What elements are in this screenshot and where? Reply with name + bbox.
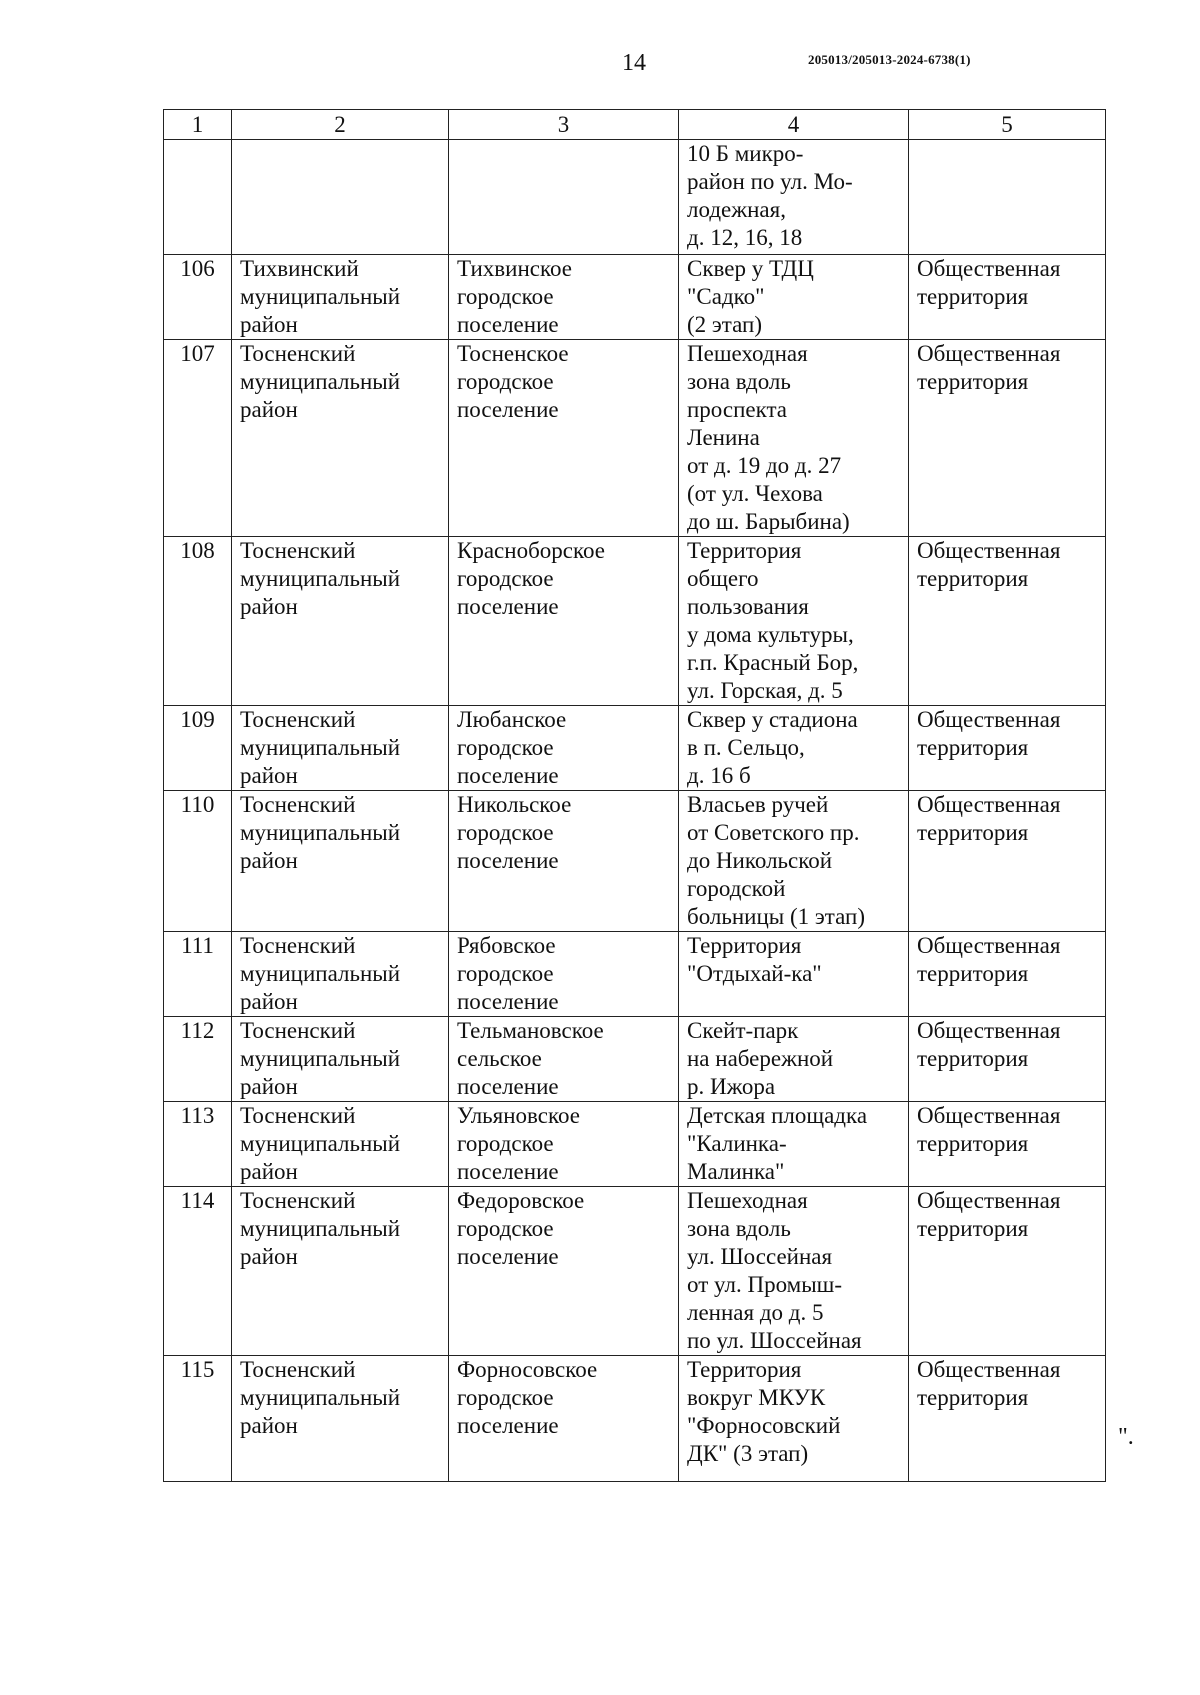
- object-name-cell: Пешеходная зона вдоль проспекта Ленина от д. 19 до д. 27 (от ул. Чехова до ш. Барыбина): [679, 340, 909, 537]
- district-cell: Тосненский муниципальный район: [232, 537, 449, 706]
- column-header-5: 5: [909, 110, 1106, 140]
- object-name-cell: Детская площадка "Калинка- Малинка": [679, 1102, 909, 1187]
- table-row: [164, 140, 1106, 255]
- territory-type-cell: Общественная территория: [909, 706, 1106, 791]
- territory-type-cell: Общественная территория: [909, 340, 1106, 537]
- territory-type-cell: Общественная территория: [909, 1356, 1106, 1482]
- object-name-cell: Территория вокруг МКУК "Форносовский ДК" (3 этап): [679, 1356, 909, 1482]
- territory-type-cell: Общественная территория: [909, 1187, 1106, 1356]
- table-row: [164, 932, 1106, 1017]
- object-name-cell: Пешеходная зона вдоль ул. Шоссейная от ул. Промыш- ленная до д. 5 по ул. Шоссейная: [679, 1187, 909, 1356]
- settlement-cell: Никольское городское поселение: [449, 791, 679, 932]
- closing-quote-mark: ".: [1118, 1424, 1134, 1450]
- row-number-cell: 115: [164, 1356, 232, 1482]
- territory-type-cell: Общественная территория: [909, 932, 1106, 1017]
- settlement-cell: Тихвинское городское поселение: [449, 255, 679, 340]
- table-row: [164, 1187, 1106, 1356]
- column-header-3: 3: [449, 110, 679, 140]
- column-header-4: 4: [679, 110, 909, 140]
- district-cell: Тосненский муниципальный район: [232, 1187, 449, 1356]
- object-name-cell: Сквер у стадиона в п. Сельцо, д. 16 б: [679, 706, 909, 791]
- table-row: [164, 255, 1106, 340]
- settlement-cell: Ульяновское городское поселение: [449, 1102, 679, 1187]
- column-header-2: 2: [232, 110, 449, 140]
- row-number-cell: 109: [164, 706, 232, 791]
- document-id: 205013/205013-2024-6738(1): [808, 52, 971, 67]
- row-number-cell: 108: [164, 537, 232, 706]
- row-number-cell: 106: [164, 255, 232, 340]
- territory-type-cell: Общественная территория: [909, 255, 1106, 340]
- territory-type-cell: Общественная территория: [909, 537, 1106, 706]
- row-number-cell: 114: [164, 1187, 232, 1356]
- row-number-cell: 110: [164, 791, 232, 932]
- table-row: [164, 1102, 1106, 1187]
- table-row: [164, 340, 1106, 537]
- district-cell: Тосненский муниципальный район: [232, 1356, 449, 1482]
- row-number-cell: [164, 140, 232, 255]
- table-row: [164, 1017, 1106, 1102]
- territory-type-cell: [909, 140, 1106, 255]
- territory-type-cell: Общественная территория: [909, 791, 1106, 932]
- column-header-1: 1: [164, 110, 232, 140]
- district-cell: Тосненский муниципальный район: [232, 1102, 449, 1187]
- object-name-cell: Территория общего пользования у дома культуры, г.п. Красный Бор, ул. Горская, д. 5: [679, 537, 909, 706]
- table-row: [164, 706, 1106, 791]
- settlement-cell: Любанское городское поселение: [449, 706, 679, 791]
- settlement-cell: Красноборское городское поселение: [449, 537, 679, 706]
- object-name-cell: Скейт-парк на набережной р. Ижора: [679, 1017, 909, 1102]
- territory-type-cell: Общественная территория: [909, 1102, 1106, 1187]
- settlement-cell: Тосненское городское поселение: [449, 340, 679, 537]
- settlement-cell: Форносовское городское поселение: [449, 1356, 679, 1482]
- row-number-cell: 112: [164, 1017, 232, 1102]
- district-cell: Тосненский муниципальный район: [232, 706, 449, 791]
- object-name-cell: Территория "Отдыхай-ка": [679, 932, 909, 1017]
- territory-type-cell: Общественная территория: [909, 1017, 1106, 1102]
- table-row: [164, 537, 1106, 706]
- object-name-cell: 10 Б микро- район по ул. Мо- лодежная, д. 12, 16, 18: [679, 140, 909, 255]
- row-number-cell: 113: [164, 1102, 232, 1187]
- settlement-cell: [449, 140, 679, 255]
- district-cell: Тосненский муниципальный район: [232, 791, 449, 932]
- registry-table: [163, 109, 1106, 1482]
- table-header-row: [164, 110, 1106, 140]
- district-cell: Тихвинский муниципальный район: [232, 255, 449, 340]
- row-number-cell: 107: [164, 340, 232, 537]
- district-cell: Тосненский муниципальный район: [232, 932, 449, 1017]
- table-row: [164, 791, 1106, 932]
- settlement-cell: Федоровское городское поселение: [449, 1187, 679, 1356]
- district-cell: Тосненский муниципальный район: [232, 1017, 449, 1102]
- settlement-cell: Тельмановское сельское поселение: [449, 1017, 679, 1102]
- page-number: 14: [622, 50, 646, 76]
- object-name-cell: Власьев ручей от Советского пр. до Никольской городской больницы (1 этап): [679, 791, 909, 932]
- settlement-cell: Рябовское городское поселение: [449, 932, 679, 1017]
- table-row: [164, 1356, 1106, 1482]
- row-number-cell: 111: [164, 932, 232, 1017]
- district-cell: [232, 140, 449, 255]
- district-cell: Тосненский муниципальный район: [232, 340, 449, 537]
- object-name-cell: Сквер у ТДЦ "Садко" (2 этап): [679, 255, 909, 340]
